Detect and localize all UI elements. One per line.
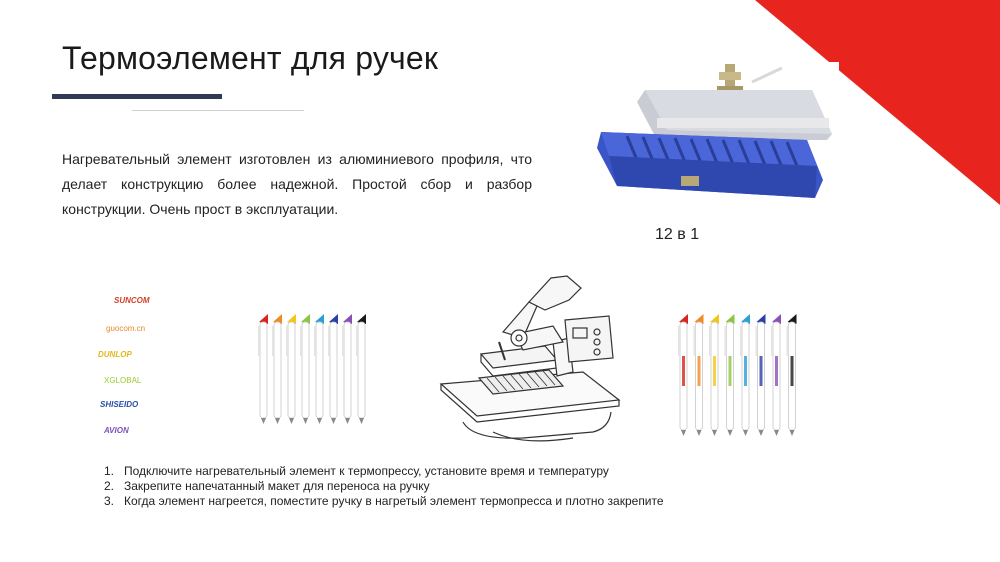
pen-print — [760, 356, 763, 386]
pen-body — [260, 322, 267, 418]
pen-body — [302, 322, 309, 418]
pen-clip — [286, 326, 288, 356]
pen — [694, 314, 704, 436]
pen-body — [288, 322, 295, 418]
pen — [356, 314, 366, 424]
pen — [740, 314, 750, 436]
heating-element-image — [597, 62, 839, 218]
pen-body — [274, 322, 281, 418]
pen-clip — [258, 326, 260, 356]
pen-print — [791, 356, 794, 386]
pen-clip — [272, 326, 274, 356]
logo-avion: AVION — [104, 426, 129, 435]
logo-dunlop: DUNLOP — [98, 350, 132, 359]
pen — [258, 314, 268, 424]
brand-logos — [96, 292, 166, 442]
pen-clip — [328, 326, 330, 356]
pen — [678, 314, 688, 436]
pen-print — [698, 356, 701, 386]
logo-suncom: SUNCOM — [114, 296, 150, 305]
description-text: Нагревательный элемент изготовлен из алюминиевого профиля, что делает конструкцию более надежной. Простой сбор и разбор конструкции. Очень прост в эксплуатации. — [62, 151, 532, 217]
pen-body — [330, 322, 337, 418]
pen-clip — [356, 326, 358, 356]
pen-print — [713, 356, 716, 386]
blank-pens-image — [255, 312, 375, 430]
instruction-steps — [104, 464, 664, 509]
pen-print — [775, 356, 778, 386]
pen-tip — [697, 430, 702, 436]
pen-clip — [694, 326, 696, 356]
pen-tip — [790, 430, 795, 436]
pen-clip — [787, 326, 789, 356]
pen-clip — [771, 326, 773, 356]
pen-clip — [756, 326, 758, 356]
pen-print — [744, 356, 747, 386]
pen-clip — [678, 326, 680, 356]
pen — [286, 314, 296, 424]
logo-xglobal: XGLOBAL — [104, 376, 142, 385]
pen-print — [729, 356, 732, 386]
heat-press-drawing — [433, 272, 625, 448]
pen-tip — [289, 418, 294, 424]
pen — [771, 314, 781, 436]
title-divider — [132, 110, 304, 111]
pen-clip — [740, 326, 742, 356]
pen — [272, 314, 282, 424]
pen — [314, 314, 324, 424]
pen-body — [316, 322, 323, 418]
pen-tip — [317, 418, 322, 424]
product-caption: 12 в 1 — [655, 226, 700, 243]
pen — [328, 314, 338, 424]
pen-clip — [725, 326, 727, 356]
logo-shiseido: SHISEIDO — [100, 400, 139, 409]
title-underline — [52, 94, 222, 99]
pen-tip — [261, 418, 266, 424]
pen-tip — [728, 430, 733, 436]
pen-clip — [709, 326, 711, 356]
pen-tip — [743, 430, 748, 436]
logo-guocom: guocom.cn — [106, 324, 146, 333]
pen — [725, 314, 735, 436]
pen-clip — [342, 326, 344, 356]
pen — [300, 314, 310, 424]
pen-clip — [300, 326, 302, 356]
pen — [756, 314, 766, 436]
pen-body — [358, 322, 365, 418]
pen-tip — [759, 430, 764, 436]
pen-tip — [331, 418, 336, 424]
page-title: Термоэлемент для ручек — [62, 40, 439, 76]
pen-tip — [345, 418, 350, 424]
pen-tip — [774, 430, 779, 436]
pen — [342, 314, 352, 424]
step-item: 2. Закрепите напечатанный макет для переноса на ручку — [104, 479, 430, 493]
pen-tip — [275, 418, 280, 424]
step-item: 1. Подключите нагревательный элемент к термопрессу, установите время и температуру — [104, 464, 609, 478]
printed-pens-image — [675, 312, 809, 442]
pen-clip — [314, 326, 316, 356]
pen-print — [682, 356, 685, 386]
step-item: 3. Когда элемент нагреется, поместите ручку в нагретый элемент термопресса и плотно закрепите — [104, 494, 664, 508]
pen-tip — [712, 430, 717, 436]
pen — [709, 314, 719, 436]
pen — [787, 314, 797, 436]
pen-tip — [303, 418, 308, 424]
pen-body — [344, 322, 351, 418]
pen-tip — [359, 418, 364, 424]
pen-tip — [681, 430, 686, 436]
